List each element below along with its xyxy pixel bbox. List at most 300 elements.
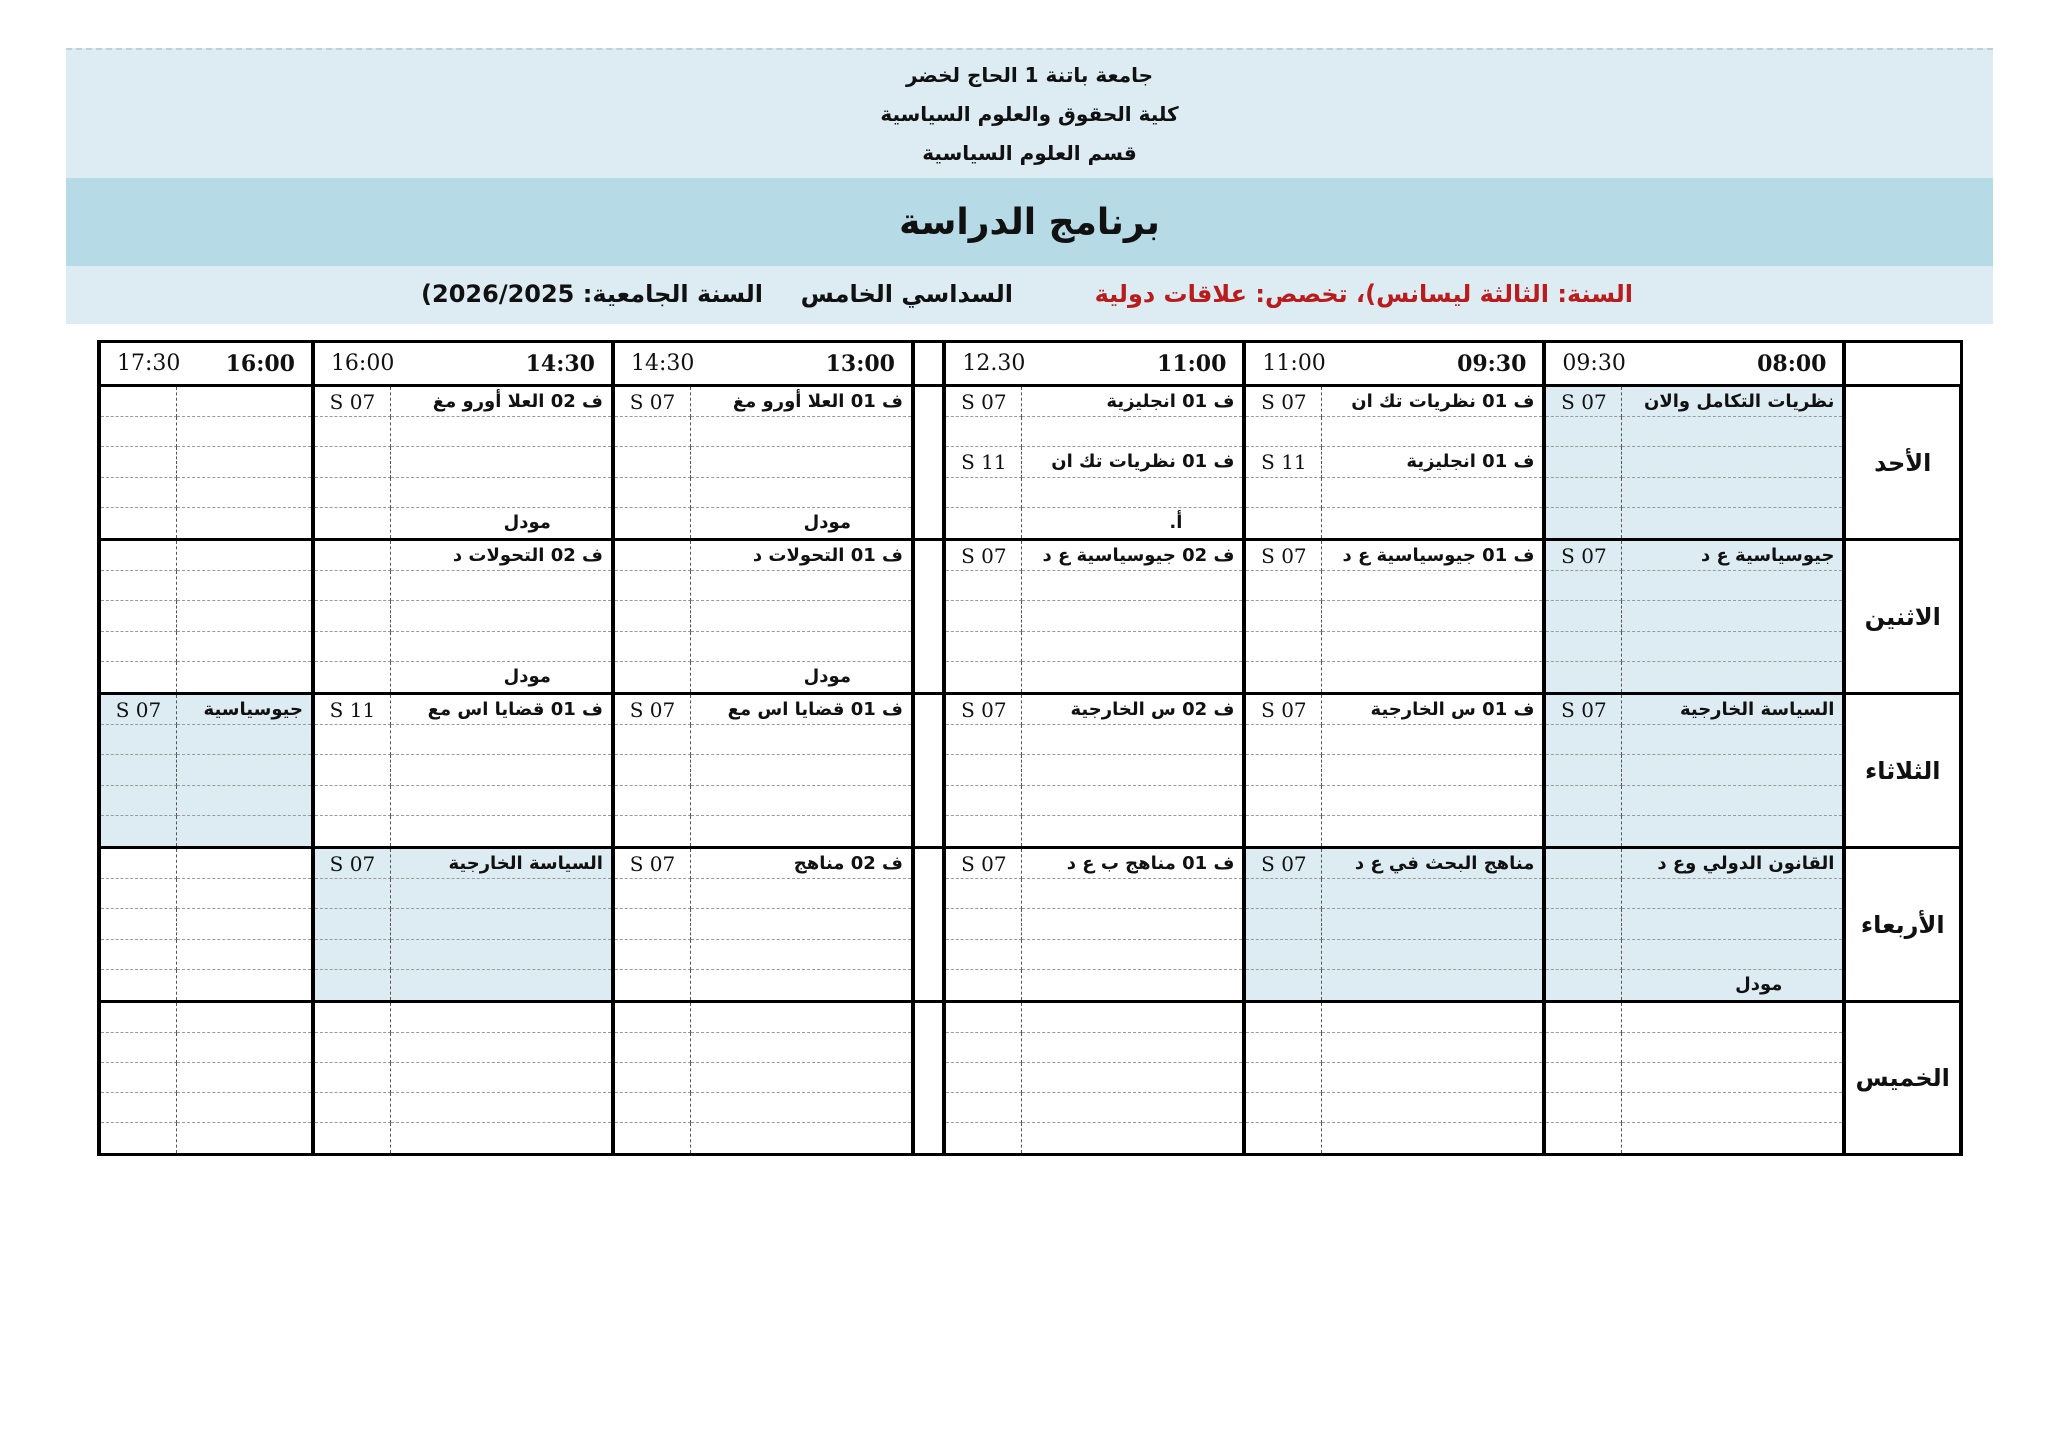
delivery-mode [177, 508, 311, 538]
course-name: ف 01 مناهج ب ع د [1022, 849, 1242, 879]
room-code [615, 417, 691, 447]
course-name: جيوسياسية ع د [1622, 541, 1842, 571]
course-name [391, 1003, 611, 1033]
room-code [1546, 849, 1622, 879]
room-spacer [1246, 662, 1322, 692]
course-name [691, 755, 911, 785]
room-code [315, 786, 391, 816]
room-code [315, 601, 391, 631]
year-specialty: السنة: الثالثة ليسانس)، تخصص: علاقات دولية [1094, 280, 1633, 308]
room-code: S 07 [315, 387, 391, 417]
room-code [315, 940, 391, 970]
session-cell [944, 694, 1244, 848]
course-name [177, 755, 311, 785]
room-code [101, 1033, 177, 1063]
room-code [946, 909, 1022, 939]
course-name [1622, 725, 1842, 755]
course-name [691, 909, 911, 939]
room-spacer [1246, 816, 1322, 846]
room-code [315, 879, 391, 909]
room-code [946, 786, 1022, 816]
room-code [615, 909, 691, 939]
room-spacer [615, 508, 691, 538]
room-code [946, 940, 1022, 970]
room-code [1546, 725, 1622, 755]
room-spacer [101, 662, 177, 692]
room-code [101, 632, 177, 662]
session-cell [613, 386, 913, 540]
slot-end-time: 12.30 [962, 351, 1026, 376]
room-spacer [946, 508, 1022, 538]
room-code [101, 571, 177, 601]
room-code [615, 478, 691, 508]
room-code [1246, 632, 1322, 662]
session-cell [613, 1002, 913, 1155]
course-name [1622, 755, 1842, 785]
course-name: ف 02 العلا أورو مغ [391, 387, 611, 417]
course-name [391, 879, 611, 909]
room-code [101, 786, 177, 816]
course-name: ف 01 س الخارجية [1322, 695, 1542, 725]
room-code [946, 417, 1022, 447]
course-name [691, 632, 911, 662]
course-name [177, 1033, 311, 1063]
course-name [691, 478, 911, 508]
program-meta [66, 266, 1993, 324]
room-code [1546, 1093, 1622, 1123]
session-cell [944, 848, 1244, 1002]
institution-header [66, 48, 1993, 178]
room-code [1546, 601, 1622, 631]
course-name [1322, 1063, 1542, 1093]
slot-end-time: 09:30 [1562, 351, 1626, 376]
room-code [1246, 478, 1322, 508]
course-name: ف 02 جيوسياسية ع د [1022, 541, 1242, 571]
room-code [315, 755, 391, 785]
room-spacer [1546, 662, 1622, 692]
course-name [177, 478, 311, 508]
break-column [913, 848, 944, 1002]
room-spacer [946, 816, 1022, 846]
room-code [1546, 447, 1622, 477]
course-name: السياسة الخارجية [391, 849, 611, 879]
course-name [691, 1003, 911, 1033]
room-code [615, 571, 691, 601]
slot-end-time: 14:30 [630, 351, 695, 376]
course-name [1622, 1093, 1842, 1123]
session-cell [99, 540, 313, 694]
course-name [1622, 601, 1842, 631]
room-spacer [1546, 816, 1622, 846]
room-code [1246, 940, 1322, 970]
room-spacer [315, 970, 391, 1000]
session-cell [1544, 694, 1844, 848]
room-code [101, 1093, 177, 1123]
room-code [946, 632, 1022, 662]
room-code [1246, 786, 1322, 816]
course-name [1322, 909, 1542, 939]
break-column [913, 342, 944, 386]
semester: السداسي الخامس [800, 280, 1013, 308]
session-cell [613, 848, 913, 1002]
course-name: ف 02 التحولات د [391, 541, 611, 571]
course-name [1322, 1033, 1542, 1063]
course-name: مناهج البحث في ع د [1322, 849, 1542, 879]
room-code [315, 632, 391, 662]
course-name [1622, 1033, 1842, 1063]
room-code [1546, 940, 1622, 970]
course-name [177, 447, 311, 477]
course-name [391, 447, 611, 477]
room-spacer [615, 970, 691, 1000]
course-name [691, 879, 911, 909]
course-name [691, 601, 911, 631]
course-name [1622, 879, 1842, 909]
slot-start-time: 14:30 [525, 350, 595, 377]
day-row [99, 694, 1961, 848]
session-cell [944, 386, 1244, 540]
course-name [691, 1063, 911, 1093]
course-name [1022, 417, 1242, 447]
room-code [1546, 417, 1622, 447]
room-code [315, 541, 391, 571]
course-name [177, 940, 311, 970]
break-column [913, 386, 944, 540]
course-name [1322, 940, 1542, 970]
delivery-mode: مودل [503, 666, 551, 688]
course-name [1622, 940, 1842, 970]
room-code [1546, 478, 1622, 508]
room-code: S 11 [946, 447, 1022, 477]
session-cell [613, 694, 913, 848]
day-label: الثلاثاء [1844, 694, 1961, 848]
course-name: ف 01 انجليزية [1322, 447, 1542, 477]
course-name [1622, 1063, 1842, 1093]
course-name: ف 01 انجليزية [1022, 387, 1242, 417]
room-code [101, 1003, 177, 1033]
room-code [1246, 725, 1322, 755]
course-name [691, 447, 911, 477]
course-name [177, 632, 311, 662]
room-code [946, 755, 1022, 785]
course-name [691, 1033, 911, 1063]
room-code: S 07 [1246, 387, 1322, 417]
delivery-mode [1622, 1123, 1842, 1153]
session-cell [944, 540, 1244, 694]
room-code [946, 1063, 1022, 1093]
day-row [99, 386, 1961, 540]
room-code [1246, 909, 1322, 939]
delivery-mode: مودل [1735, 974, 1783, 996]
room-code [1246, 1093, 1322, 1123]
course-name [1022, 1063, 1242, 1093]
room-code [615, 725, 691, 755]
course-name [177, 849, 311, 879]
session-cell [313, 848, 613, 1002]
room-code [1546, 879, 1622, 909]
slot-start-time: 11:00 [1157, 350, 1227, 377]
room-code [101, 940, 177, 970]
delivery-mode [1622, 816, 1842, 846]
session-cell [1544, 1002, 1844, 1155]
room-code [946, 571, 1022, 601]
course-name [391, 725, 611, 755]
course-name [177, 1063, 311, 1093]
time-slot-header [613, 342, 913, 386]
room-code: S 07 [1246, 849, 1322, 879]
day-label: الاثنين [1844, 540, 1961, 694]
course-name [391, 909, 611, 939]
course-name [1322, 725, 1542, 755]
slot-end-time: 11:00 [1262, 351, 1326, 376]
room-code [615, 755, 691, 785]
room-code [101, 601, 177, 631]
room-code: S 07 [1246, 695, 1322, 725]
course-name [691, 725, 911, 755]
room-code [615, 1093, 691, 1123]
room-code [946, 1093, 1022, 1123]
corner-cell [1844, 342, 1961, 386]
course-name [391, 1093, 611, 1123]
session-cell [313, 386, 613, 540]
room-spacer [1546, 508, 1622, 538]
course-name [1622, 1003, 1842, 1033]
room-code [1546, 1003, 1622, 1033]
room-spacer [315, 508, 391, 538]
room-code [1246, 571, 1322, 601]
slot-start-time: 09:30 [1457, 350, 1527, 377]
slot-start-time: 13:00 [825, 350, 895, 377]
day-label: الأحد [1844, 386, 1961, 540]
delivery-mode: مودل [803, 512, 851, 534]
course-name [691, 786, 911, 816]
room-spacer [615, 1123, 691, 1153]
course-name [1322, 632, 1542, 662]
delivery-mode: أ. [1169, 512, 1183, 534]
room-code [101, 478, 177, 508]
delivery-mode [391, 970, 611, 1000]
course-name: ف 02 مناهج [691, 849, 911, 879]
schedule-table [97, 340, 1963, 1156]
course-name: ف 01 التحولات د [691, 541, 911, 571]
room-spacer [101, 508, 177, 538]
course-name [1322, 478, 1542, 508]
room-code [1546, 1063, 1622, 1093]
course-name [1622, 478, 1842, 508]
room-spacer [101, 970, 177, 1000]
university-name: جامعة باتنة 1 الحاج لخضر [905, 63, 1154, 88]
room-code [1546, 632, 1622, 662]
course-name [1322, 601, 1542, 631]
course-name [1022, 879, 1242, 909]
session-cell [1244, 540, 1544, 694]
room-spacer [615, 816, 691, 846]
room-code [1246, 755, 1322, 785]
room-code [101, 755, 177, 785]
session-cell [1544, 386, 1844, 540]
room-code [615, 1063, 691, 1093]
room-spacer [315, 816, 391, 846]
course-name [1022, 632, 1242, 662]
course-name: ف 01 العلا أورو مغ [691, 387, 911, 417]
room-code [1246, 1063, 1322, 1093]
course-name [391, 601, 611, 631]
break-column [913, 694, 944, 848]
delivery-mode [1022, 662, 1242, 692]
room-code [1546, 755, 1622, 785]
course-name [391, 478, 611, 508]
course-name [1322, 755, 1542, 785]
course-name [177, 571, 311, 601]
session-cell [99, 386, 313, 540]
break-column [913, 540, 944, 694]
course-name [1022, 1003, 1242, 1033]
room-code [315, 725, 391, 755]
course-name [391, 1063, 611, 1093]
course-name: ف 01 جيوسياسية ع د [1322, 541, 1542, 571]
course-name [391, 417, 611, 447]
delivery-mode [177, 816, 311, 846]
room-spacer [946, 1123, 1022, 1153]
room-code [1546, 909, 1622, 939]
course-name [177, 387, 311, 417]
delivery-mode [1322, 1123, 1542, 1153]
course-name: ف 01 قضايا اس مع [391, 695, 611, 725]
course-name [1622, 447, 1842, 477]
room-code [946, 725, 1022, 755]
course-name: ف 01 قضايا اس مع [691, 695, 911, 725]
room-code [101, 849, 177, 879]
room-code: S 07 [1546, 387, 1622, 417]
course-name: القانون الدولي وع د [1622, 849, 1842, 879]
room-code [615, 879, 691, 909]
course-name [1322, 1003, 1542, 1033]
room-code [1246, 879, 1322, 909]
room-code [315, 1003, 391, 1033]
course-name [391, 755, 611, 785]
course-name: ف 01 نظريات تك ان [1022, 447, 1242, 477]
course-name [1022, 571, 1242, 601]
room-code: S 07 [1546, 695, 1622, 725]
time-slot-header [1244, 342, 1544, 386]
session-cell [313, 694, 613, 848]
room-code: S 11 [315, 695, 391, 725]
slot-start-time: 08:00 [1757, 350, 1827, 377]
slot-end-time: 16:00 [330, 351, 395, 376]
session-cell [99, 1002, 313, 1155]
session-cell [313, 1002, 613, 1155]
course-name: جيوسياسية [177, 695, 311, 725]
time-slot-header [1544, 342, 1844, 386]
time-slot-header [944, 342, 1244, 386]
room-spacer [315, 1123, 391, 1153]
course-name [177, 1093, 311, 1123]
course-name [391, 571, 611, 601]
room-code [615, 940, 691, 970]
room-code [101, 417, 177, 447]
delivery-mode [691, 1123, 911, 1153]
course-name [177, 541, 311, 571]
course-name [1022, 909, 1242, 939]
faculty-name: كلية الحقوق والعلوم السياسية [880, 101, 1179, 126]
room-code [315, 1063, 391, 1093]
course-name: ف 01 نظريات تك ان [1322, 387, 1542, 417]
room-code: S 07 [615, 849, 691, 879]
room-code [101, 541, 177, 571]
course-name [691, 417, 911, 447]
delivery-mode [391, 816, 611, 846]
room-code [1546, 1033, 1622, 1063]
room-code: S 07 [946, 541, 1022, 571]
room-code: S 07 [615, 387, 691, 417]
room-code: S 07 [946, 849, 1022, 879]
room-spacer [101, 816, 177, 846]
course-name [177, 879, 311, 909]
delivery-mode [1022, 816, 1242, 846]
room-spacer [615, 662, 691, 692]
room-spacer [1246, 970, 1322, 1000]
room-code: S 07 [946, 695, 1022, 725]
session-cell [1244, 694, 1544, 848]
room-code [946, 478, 1022, 508]
course-name [691, 571, 911, 601]
room-spacer [1246, 1123, 1322, 1153]
room-code: S 07 [101, 695, 177, 725]
department-name: قسم العلوم السياسية [922, 140, 1137, 165]
delivery-mode [177, 662, 311, 692]
session-cell [1544, 540, 1844, 694]
room-code: S 07 [315, 849, 391, 879]
delivery-mode [1022, 1123, 1242, 1153]
room-code [101, 447, 177, 477]
course-name: ف 02 س الخارجية [1022, 695, 1242, 725]
page-title: برنامج الدراسة [66, 178, 1993, 266]
room-code [101, 725, 177, 755]
delivery-mode [1322, 662, 1542, 692]
course-name [1022, 1093, 1242, 1123]
course-name [1622, 632, 1842, 662]
delivery-mode [1022, 970, 1242, 1000]
course-name [1022, 478, 1242, 508]
session-cell [1244, 848, 1544, 1002]
session-cell [944, 1002, 1244, 1155]
delivery-mode [1322, 816, 1542, 846]
room-code [101, 1063, 177, 1093]
room-code [315, 571, 391, 601]
course-name [177, 725, 311, 755]
course-name [177, 601, 311, 631]
delivery-mode [691, 816, 911, 846]
delivery-mode [691, 970, 911, 1000]
slot-end-time: 17:30 [117, 351, 181, 376]
session-cell [1244, 386, 1544, 540]
delivery-mode [1622, 508, 1842, 538]
day-row [99, 1002, 1961, 1155]
room-code [315, 447, 391, 477]
session-cell [613, 540, 913, 694]
course-name: السياسة الخارجية [1622, 695, 1842, 725]
session-cell [1544, 848, 1844, 1002]
room-code [946, 1033, 1022, 1063]
course-name [391, 786, 611, 816]
room-code [1546, 571, 1622, 601]
room-code [1246, 417, 1322, 447]
delivery-mode: مودل [503, 512, 551, 534]
course-name [1322, 879, 1542, 909]
course-name [1622, 786, 1842, 816]
room-code [315, 909, 391, 939]
room-code [315, 1033, 391, 1063]
